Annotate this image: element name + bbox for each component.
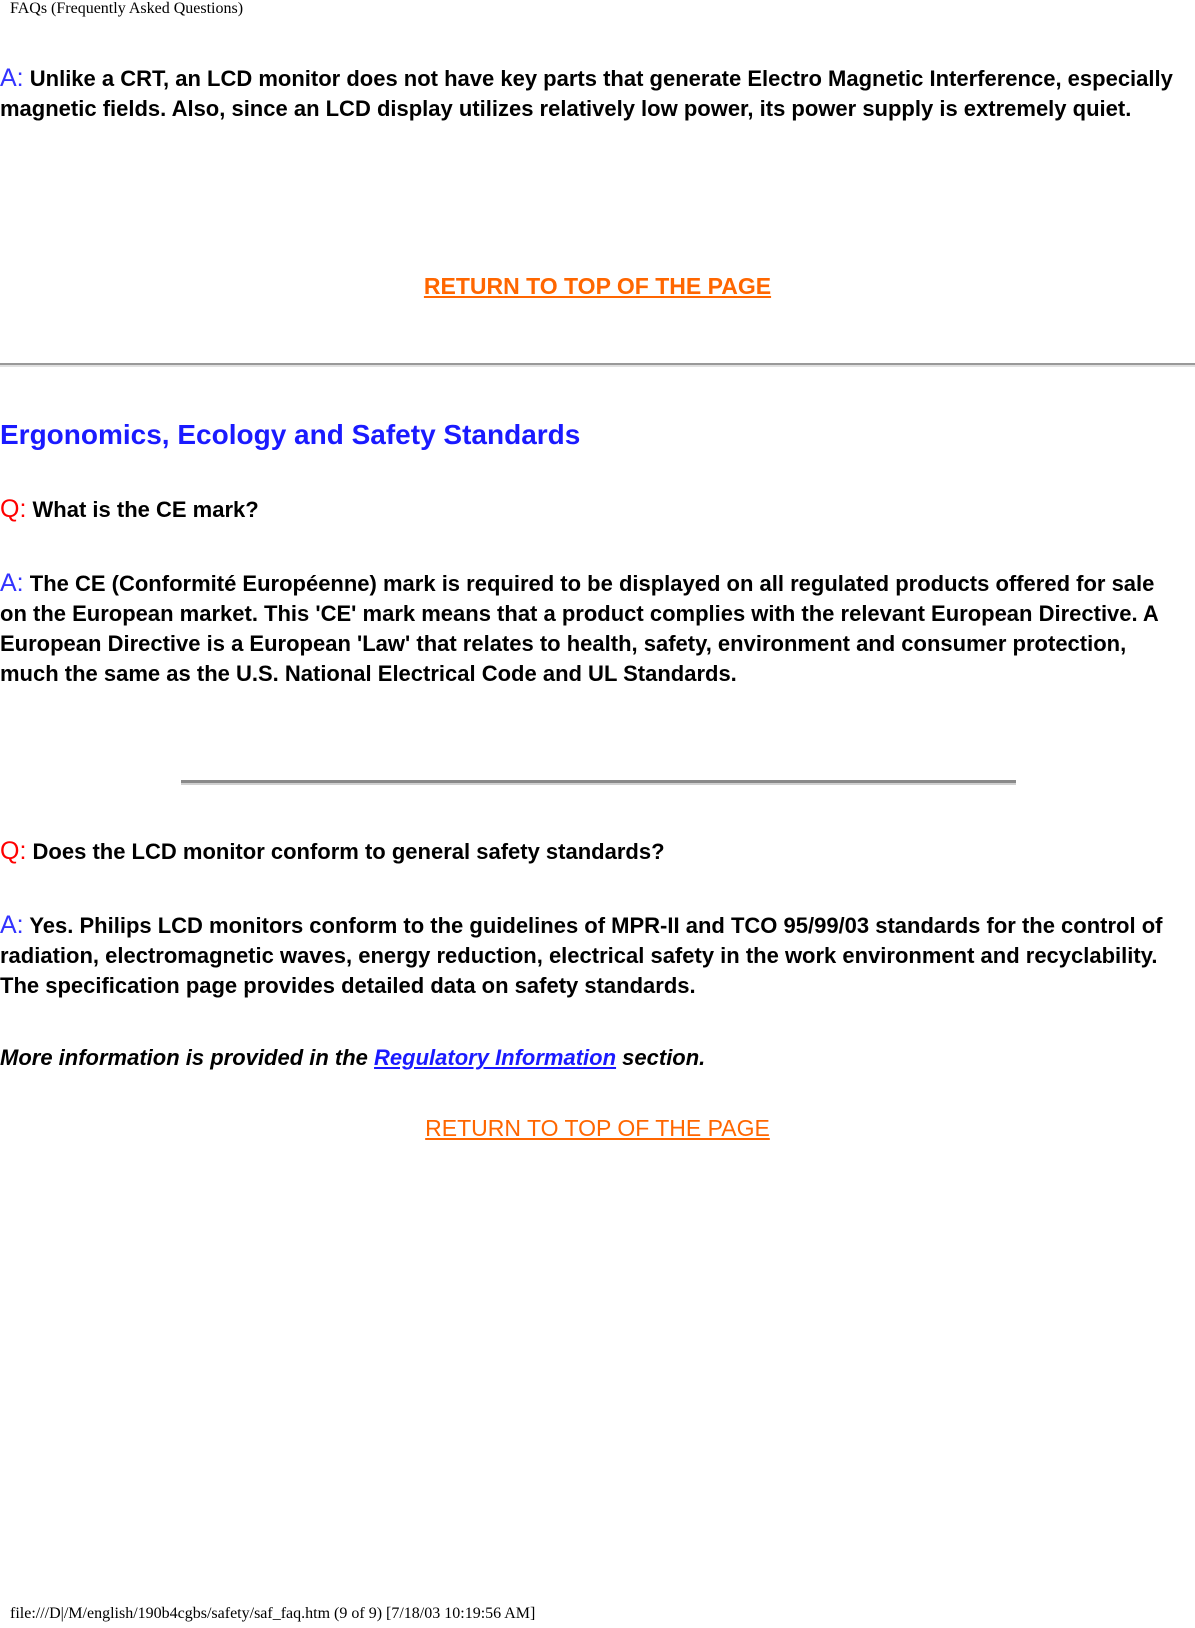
regulatory-information-link[interactable]: Regulatory Information — [374, 1045, 617, 1070]
question-safety — [0, 836, 1185, 867]
answer-ce — [0, 568, 1185, 689]
answer-text: Unlike a CRT, an LCD monitor does not have key parts that generate Electro Magnetic Interference, especially magnetic fields. Also, since an LCD display utilizes relatively low power, its power supply is extremely quiet. — [0, 66, 1173, 121]
question-text: What is the CE mark? — [32, 497, 259, 522]
answer-prefix: A: — [0, 911, 24, 939]
more-info-note — [0, 1043, 705, 1073]
answer-prefix: A: — [0, 569, 24, 597]
section-divider — [181, 780, 1016, 785]
return-to-top-link[interactable]: RETURN TO TOP OF THE PAGE — [423, 273, 772, 299]
answer-text: The CE (Conformité Européenne) mark is required to be displayed on all regulated products offered for sale on the European market. This 'CE' mark means that a product complies with the relevant European Directive. A European Directive is a European 'Law' that relates to health, safety, environment and consumer protection, much the same as the U.S. National Electrical Code and UL Standards. — [0, 571, 1159, 686]
more-info-text-before: More information is provided in the — [0, 1045, 375, 1070]
answer-prefix: A: — [0, 64, 24, 92]
question-text: Does the LCD monitor conform to general safety standards? — [32, 839, 665, 864]
page-header-title: FAQs (Frequently Asked Questions) — [10, 0, 244, 17]
horizontal-divider — [0, 363, 1195, 367]
answer-text: Yes. Philips LCD monitors conform to the guidelines of MPR-II and TCO 95/99/03 standards for the control of radiation, electromagnetic waves, energy reduction, electrical safety in the work environment and recyclability. The specification page provides detailed data on safety standards. — [0, 913, 1163, 998]
answer-emi — [0, 63, 1185, 124]
return-to-top-link[interactable]: RETURN TO TOP OF THE PAGE — [425, 1115, 770, 1141]
page-footer-path: file:///D|/M/english/190b4cgbs/safety/saf_faq.htm (9 of 9) [7/18/03 10:19:56 AM] — [10, 1605, 536, 1622]
more-info-text-after: section. — [616, 1045, 706, 1070]
section-heading: Ergonomics, Ecology and Safety Standards — [0, 419, 581, 450]
answer-safety — [0, 910, 1185, 1001]
question-prefix: Q: — [0, 495, 27, 523]
question-ce — [0, 494, 1185, 525]
question-prefix: Q: — [0, 837, 27, 865]
